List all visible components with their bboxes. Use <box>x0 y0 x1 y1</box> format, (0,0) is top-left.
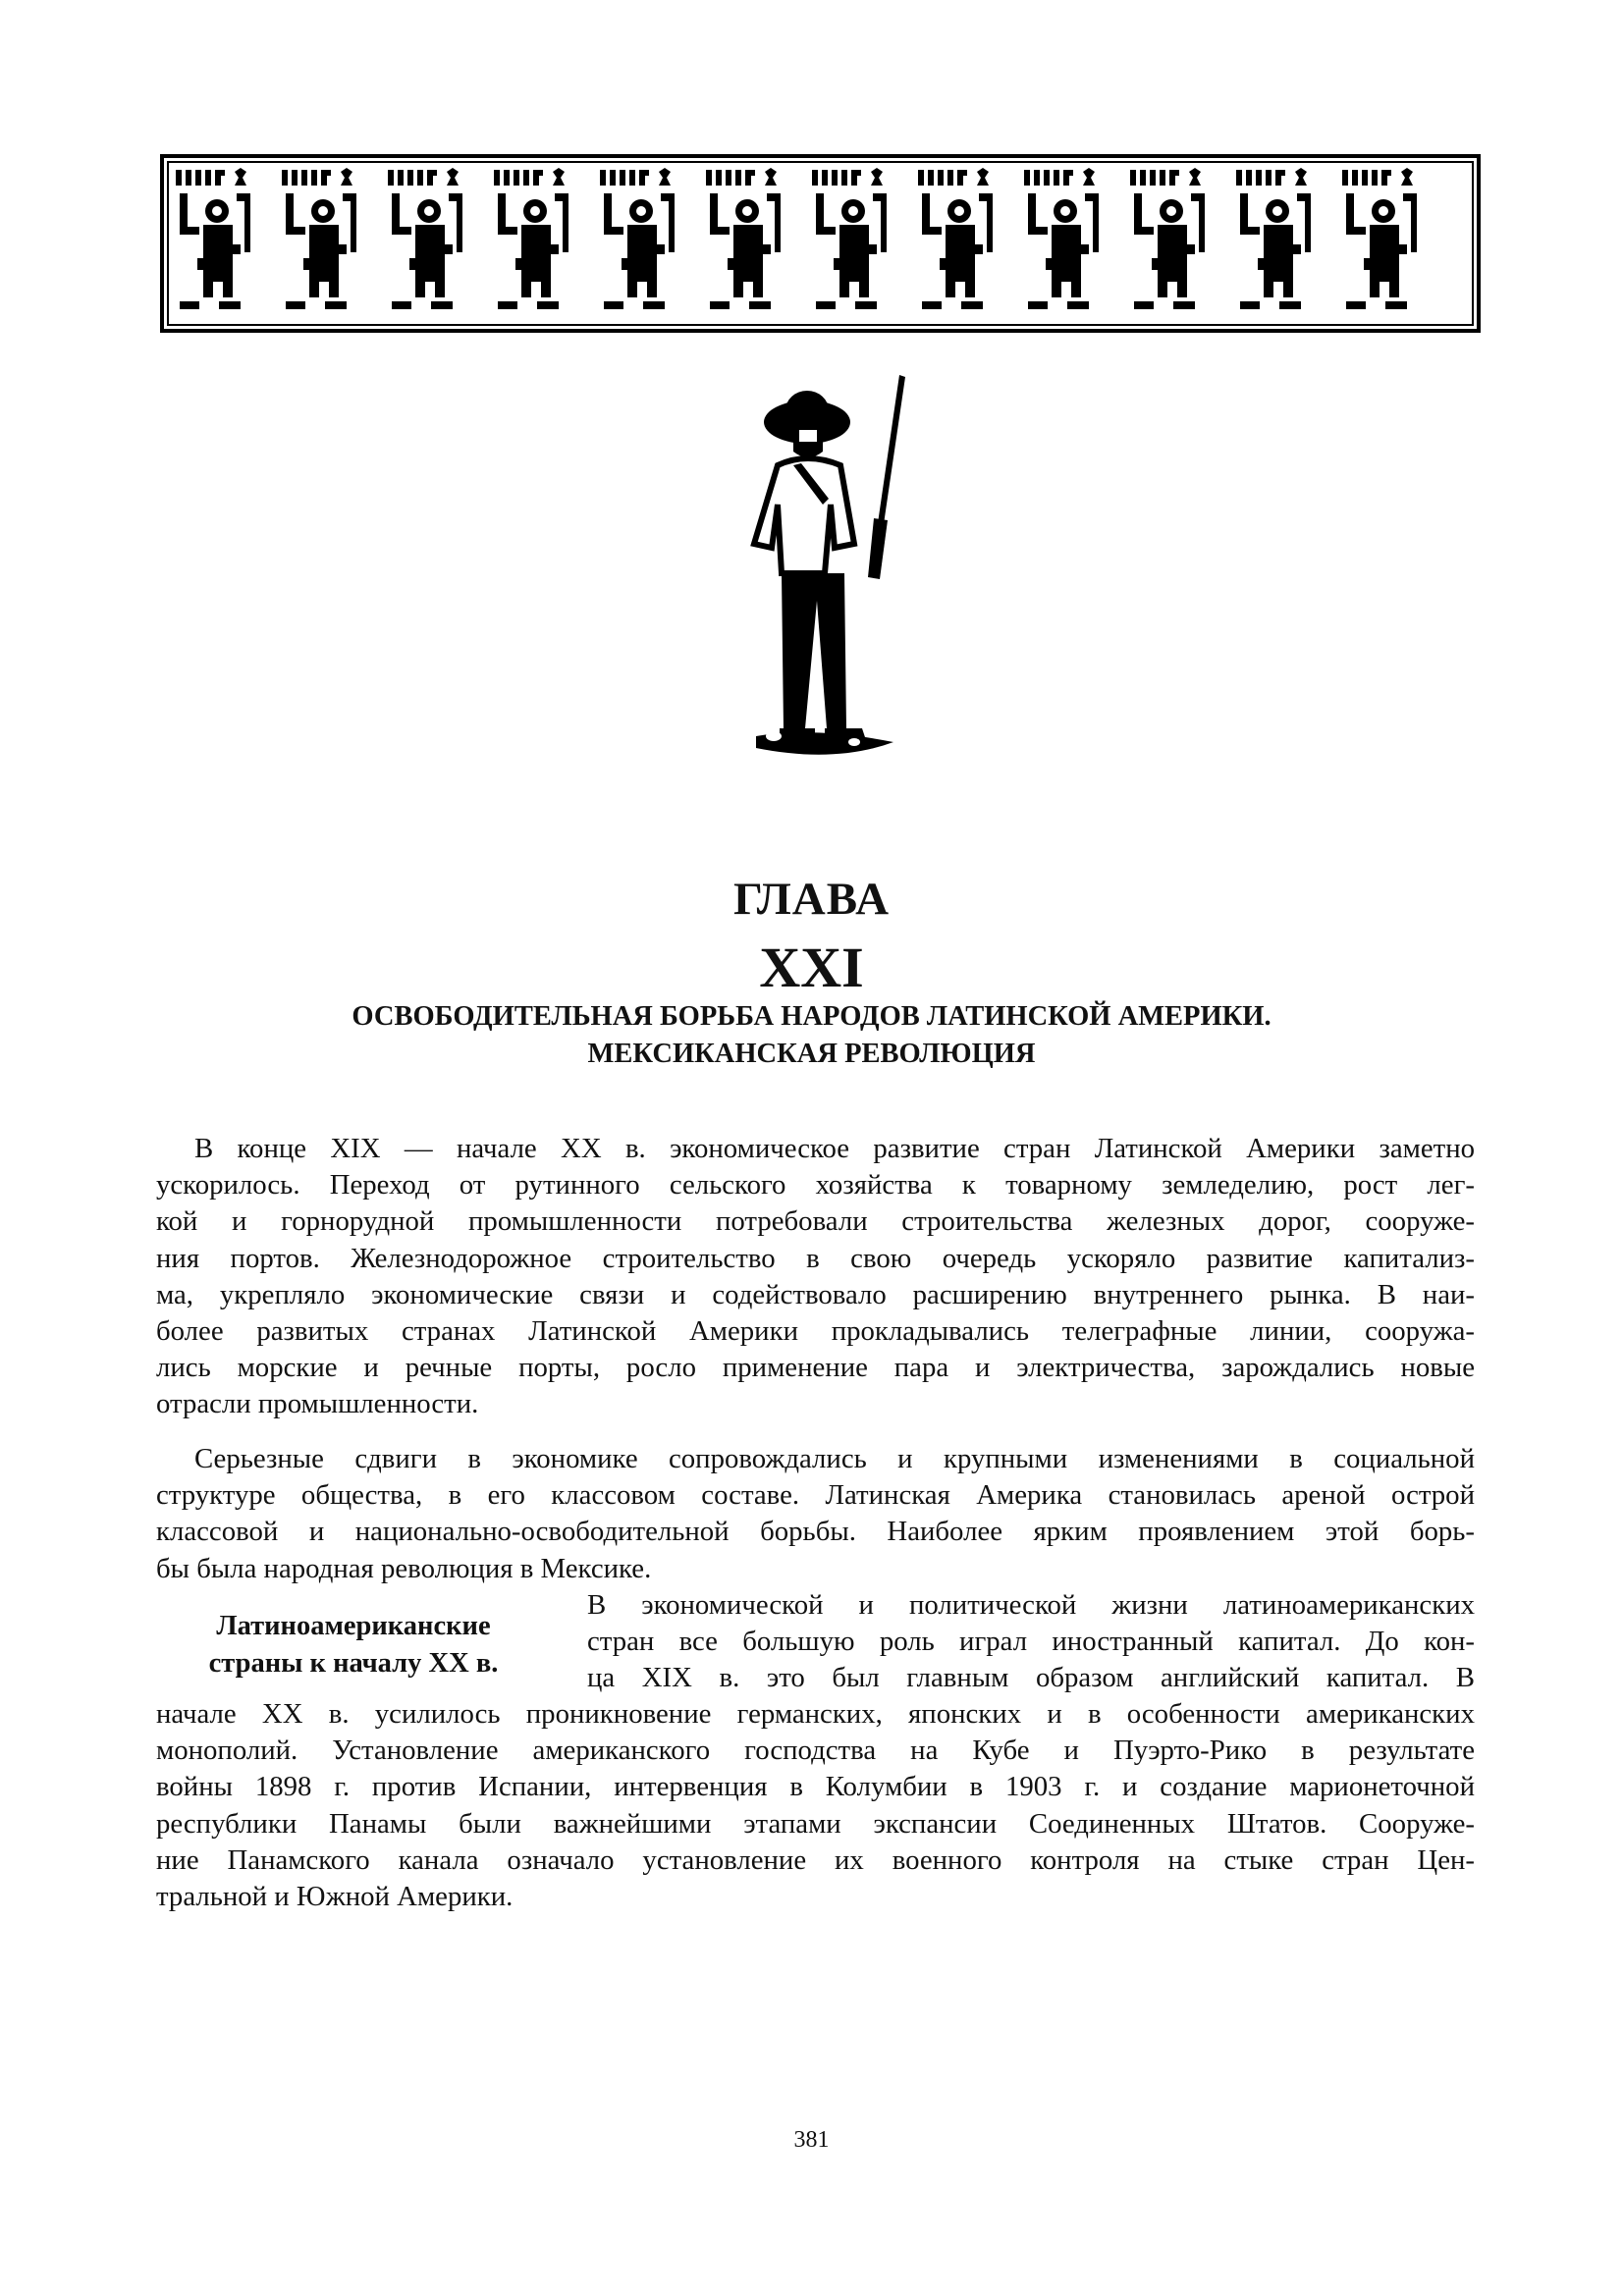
chapter-title <box>196 998 1427 1073</box>
text-line: классовой и национально-освободительной борьбы. Наиболее ярким проявлением этой борь- <box>156 1516 1475 1548</box>
text-line: структуре общества, в его классовом составе. Латинская Америка становилась ареной острой <box>156 1479 1475 1512</box>
text-line: ма, укрепляло экономические связи и содействовало расширению внутреннего рынка. В наи- <box>156 1278 1475 1310</box>
side-heading-line: страны к началу XX в. <box>208 1648 499 1679</box>
chapter-title-line: МЕКСИКАНСКАЯ РЕВОЛЮЦИЯ <box>587 1039 1036 1069</box>
section-side-heading <box>156 1608 551 1682</box>
chapter-title-line: ОСВОБОДИТЕЛЬНАЯ БОРЬБА НАРОДОВ ЛАТИНСКОЙ АМЕРИКИ. <box>352 1001 1271 1032</box>
paragraph-1 <box>156 1131 1475 1423</box>
text-line: кой и горнорудной промышленности потребовали строительства железных дорог, сооруже- <box>156 1205 1475 1238</box>
text-line: начале XX в. усилилось проникновение германских, японских и в особенности американских <box>156 1698 1475 1730</box>
revolutionary-figure-illustration <box>717 371 933 788</box>
text-line: республики Панамы были важнейшими этапами экспансии Соединенных Штатов. Сооруже- <box>156 1807 1475 1840</box>
text-line: монополий. Установление американского господства на Кубе и Пуэрто-Рико в результате <box>156 1735 1475 1767</box>
text-line: ния портов. Железнодорожное строительство в свою очередь ускоряло развитие капитализ- <box>156 1242 1475 1274</box>
text-line: бы была народная революция в Мексике. <box>156 1552 652 1584</box>
text-line: В экономической и политической жизни латиноамериканских <box>587 1589 1475 1621</box>
text-line: Серьезные сдвиги в экономике сопровождались и крупными изменениями в социальной <box>194 1443 1475 1474</box>
text-line: более развитых странах Латинской Америки прокладывались телеграфные линии, сооружа- <box>156 1315 1475 1348</box>
decorative-ornament-band <box>160 154 1481 333</box>
text-line: ние Панамского канала означало установление их военного контроля на стыке стран Цен- <box>156 1843 1475 1876</box>
text-line: лись морские и речные порты, росло применение пара и электричества, зарождались новые <box>156 1352 1475 1384</box>
side-heading-line: Латиноамериканские <box>216 1611 491 1641</box>
text-line: войны 1898 г. против Испании, интервенция в Колумбии в 1903 г. и создание марионеточной <box>156 1771 1475 1803</box>
text-line: тральной и Южной Америки. <box>156 1881 514 1913</box>
text-line: отрасли промышленности. <box>156 1388 479 1420</box>
text-line: ца XIX в. это был главным образом английский капитал. В <box>587 1662 1475 1694</box>
text-line: В конце XIX — начале XX в. экономическое развитие стран Латинской Америки заметно <box>194 1133 1475 1164</box>
chapter-number: XXI <box>759 935 864 999</box>
paragraph-3 <box>587 1587 1475 1697</box>
text-line: стран все большую роль играл иностранный капитал. До кон- <box>587 1626 1475 1658</box>
paragraph-3-continuation <box>156 1696 1475 1915</box>
chapter-label: ГЛАВА <box>732 874 891 925</box>
paragraph-2 <box>156 1441 1475 1587</box>
text-line: ускорилось. Переход от рутинного сельского хозяйства к товарному земледелию, рост лег- <box>156 1169 1475 1201</box>
page-number: 381 <box>793 2127 830 2153</box>
